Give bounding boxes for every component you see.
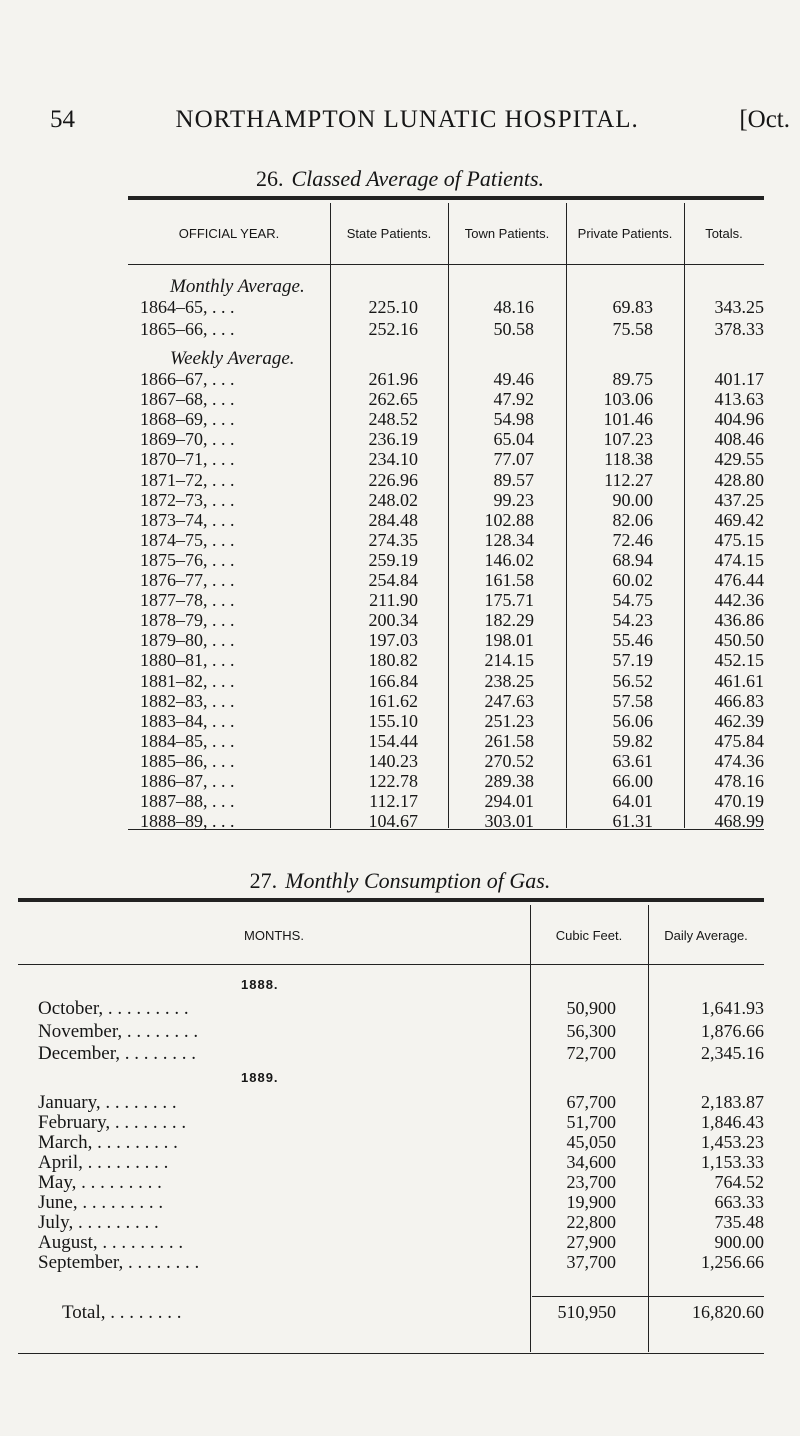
town-cell: 54.98 [493,409,534,430]
town-cell: 128.34 [484,529,534,550]
table-26-title: Classed Average of Patients. [291,166,545,191]
state-cell: 197.03 [368,630,418,651]
total-cell: 428.80 [714,469,764,490]
state-cell: 166.84 [368,670,418,691]
daily-average-cell: 2,183.87 [701,1092,764,1112]
cubic-feet-cell: 37,700 [566,1252,616,1272]
total-label: Total, . . . . . . . . [62,1302,182,1323]
town-cell: 214.15 [484,650,534,671]
private-cell: 54.23 [612,610,653,631]
table-26-col-state: State Patients. [346,226,432,241]
state-cell: 161.62 [368,690,418,711]
month-cell: September, . . . . . . . . [38,1252,200,1273]
year-cell: 1870–71, . . . [140,449,235,470]
private-cell: 82.06 [612,509,653,530]
total-cell: 474.15 [714,549,764,570]
private-cell: 107.23 [603,429,653,450]
year-cell: 1872–73, . . . [140,489,235,510]
year-cell: 1873–74, . . . [140,509,235,530]
year-cell: 1887–88, . . . [140,791,235,812]
total-cell: 474.36 [714,750,764,771]
total-cell: 442.36 [714,590,764,611]
table-27-col-daily-average: Daily Average. [664,928,748,943]
daily-average-cell: 1,876.66 [701,1020,764,1041]
month-cell: November, . . . . . . . . [38,1020,199,1042]
daily-average-cell: 663.33 [714,1192,764,1212]
state-cell: 284.48 [368,509,418,530]
year-cell: 1884–85, . . . [140,730,235,751]
private-cell: 112.27 [604,469,653,490]
month-cell: January, . . . . . . . . [38,1092,177,1113]
town-cell: 247.63 [484,690,534,711]
running-title: NORTHAMPTON LUNATIC HOSPITAL. [175,106,639,133]
private-cell: 59.82 [612,730,653,751]
state-cell: 248.02 [368,489,418,510]
year-cell: 1880–81, . . . [140,650,235,671]
total-cell: 462.39 [714,710,764,731]
month-cell: May, . . . . . . . . . [38,1172,162,1193]
private-cell: 60.02 [612,570,653,590]
state-cell: 155.10 [368,710,418,731]
state-cell: 261.96 [368,369,418,389]
cubic-feet-cell: 50,900 [566,998,616,1018]
section-weekly-average: Weekly Average. [170,348,295,369]
page-number: 54 [50,106,75,133]
state-cell: 154.44 [368,730,418,751]
month-cell: December, . . . . . . . . [38,1043,197,1064]
total-cell: 378.33 [714,319,764,339]
year-cell: 1868–69, . . . [140,409,235,430]
section-monthly-average: Monthly Average. [170,276,305,297]
state-cell: 234.10 [368,449,418,470]
private-cell: 56.06 [612,710,653,731]
table-26-col-totals: Totals. [705,226,743,241]
year-cell: 1864–65, . . . [140,297,235,317]
town-cell: 161.58 [484,570,534,590]
month-cell: October, . . . . . . . . . [38,998,189,1019]
table-27-caption [0,868,800,894]
private-cell: 66.00 [612,771,653,791]
year-cell: 1865–66, . . . [140,319,235,339]
year-cell: 1869–70, . . . [140,429,235,450]
year-cell: 1866–67, . . . [140,369,235,389]
town-cell: 77.07 [493,449,534,470]
cubic-feet-cell: 56,300 [566,1020,616,1041]
table-27-top-rule [18,898,764,902]
year-cell: 1882–83, . . . [140,690,235,711]
town-cell: 146.02 [484,549,534,570]
year-cell: 1874–75, . . . [140,529,235,550]
state-cell: 140.23 [368,750,418,771]
private-cell: 64.01 [612,791,653,812]
state-cell: 225.10 [368,297,418,317]
state-cell: 236.19 [368,429,418,450]
total-cubic-feet: 510,950 [557,1302,616,1322]
total-cell: 404.96 [714,409,764,430]
total-cell: 476.44 [714,570,764,590]
town-cell: 198.01 [484,630,534,651]
town-cell: 175.71 [484,590,534,611]
total-daily-average: 16,820.60 [692,1302,764,1322]
state-cell: 180.82 [368,650,418,671]
table-27-header-rule [18,964,764,965]
private-cell: 57.19 [612,650,653,671]
table-27-title: Monthly Consumption of Gas. [285,868,551,893]
daily-average-cell: 1,153.33 [701,1152,764,1172]
private-cell: 75.58 [612,319,653,339]
month-cell: July, . . . . . . . . . [38,1212,159,1233]
daily-average-cell: 1,846.43 [701,1112,764,1132]
daily-average-cell: 2,345.16 [701,1043,764,1063]
month-cell: June, . . . . . . . . . [38,1192,164,1213]
table-26-col-private: Private Patients. [577,226,673,241]
private-cell: 63.61 [612,750,653,771]
month-cell: August, . . . . . . . . . [38,1232,184,1253]
total-cell: 461.61 [714,670,764,691]
state-cell: 200.34 [368,610,418,631]
table-27-col-cubic-feet: Cubic Feet. [555,928,623,943]
month-cell: February, . . . . . . . . [38,1112,187,1133]
total-cell: 413.63 [714,389,764,410]
cubic-feet-cell: 34,600 [566,1152,616,1172]
private-cell: 54.75 [612,590,653,611]
private-cell: 55.46 [612,630,653,651]
total-cell: 436.86 [714,610,764,631]
total-cell: 475.15 [714,529,764,550]
town-cell: 89.57 [493,469,534,490]
total-cell: 452.15 [714,650,764,671]
daily-average-cell: 900.00 [714,1232,764,1252]
town-cell: 261.58 [484,730,534,751]
town-cell: 182.29 [484,610,534,631]
total-cell: 429.55 [714,449,764,470]
state-cell: 274.35 [368,529,418,550]
private-cell: 118.38 [604,449,653,470]
private-cell: 68.94 [612,549,653,570]
year-cell: 1888–89, . . . [140,811,235,832]
town-cell: 270.52 [484,750,534,771]
private-cell: 61.31 [612,811,653,832]
private-cell: 72.46 [612,529,653,550]
town-cell: 289.38 [484,771,534,791]
total-cell: 401.17 [714,369,764,389]
state-cell: 252.16 [368,319,418,339]
year-cell: 1883–84, . . . [140,710,235,731]
total-cell: 408.46 [714,429,764,450]
state-cell: 226.96 [368,469,418,490]
town-cell: 48.16 [493,297,534,317]
year-heading-1889: 1889. [241,1070,279,1085]
state-cell: 262.65 [368,389,418,410]
total-cell: 475.84 [714,730,764,751]
total-cell: 343.25 [714,297,764,317]
private-cell: 89.75 [612,369,653,389]
town-cell: 49.46 [493,369,534,389]
year-cell: 1879–80, . . . [140,630,235,651]
table-27-col-months: MONTHS. [244,928,304,943]
running-date: [Oct. [739,106,790,133]
town-cell: 50.58 [493,319,534,339]
year-cell: 1886–87, . . . [140,771,235,791]
year-cell: 1885–86, . . . [140,750,235,771]
total-cell: 437.25 [714,489,764,510]
year-cell: 1881–82, . . . [140,670,235,691]
private-cell: 101.46 [603,409,653,430]
cubic-feet-cell: 23,700 [566,1172,616,1192]
table-26-col-town: Town Patients. [464,226,550,241]
cubic-feet-cell: 19,900 [566,1192,616,1212]
town-cell: 65.04 [493,429,534,450]
town-cell: 238.25 [484,670,534,691]
state-cell: 259.19 [368,549,418,570]
table-26-top-rule [128,196,764,200]
page-header [50,106,790,134]
town-cell: 251.23 [484,710,534,731]
state-cell: 254.84 [368,570,418,590]
private-cell: 69.83 [612,297,653,317]
town-cell: 303.01 [484,811,534,832]
year-cell: 1876–77, . . . [140,570,235,590]
cubic-feet-cell: 45,050 [566,1132,616,1152]
state-cell: 104.67 [368,811,418,832]
state-cell: 248.52 [368,409,418,430]
table-27-number: 27. [249,868,278,893]
town-cell: 99.23 [493,489,534,510]
total-cell: 470.19 [714,791,764,812]
cubic-feet-cell: 22,800 [566,1212,616,1232]
table-26-col-year: OFFICIAL YEAR. [178,226,280,241]
town-cell: 47.92 [493,389,534,410]
year-cell: 1877–78, . . . [140,590,235,611]
cubic-feet-cell: 27,900 [566,1232,616,1252]
private-cell: 103.06 [603,389,653,410]
year-heading-1888: 1888. [241,977,279,992]
table-26-caption [0,166,800,192]
private-cell: 57.58 [612,690,653,711]
town-cell: 102.88 [484,509,534,530]
total-cell: 478.16 [714,771,764,791]
month-cell: April, . . . . . . . . . [38,1152,169,1173]
total-cell: 450.50 [714,630,764,651]
table-26-number: 26. [255,166,284,191]
daily-average-cell: 1,256.66 [701,1252,764,1272]
total-cell: 469.42 [714,509,764,530]
state-cell: 112.17 [369,791,418,812]
month-cell: March, . . . . . . . . . [38,1132,178,1153]
table-26-header-rule [128,264,764,265]
town-cell: 294.01 [484,791,534,812]
private-cell: 90.00 [612,489,653,510]
cubic-feet-cell: 67,700 [566,1092,616,1112]
total-cell: 466.83 [714,690,764,711]
daily-average-cell: 1,641.93 [701,998,764,1018]
state-cell: 211.90 [369,590,418,611]
year-cell: 1867–68, . . . [140,389,235,410]
daily-average-cell: 1,453.23 [701,1132,764,1152]
state-cell: 122.78 [368,771,418,791]
private-cell: 56.52 [612,670,653,691]
daily-average-cell: 735.48 [714,1212,764,1232]
total-cell: 468.99 [714,811,764,832]
year-cell: 1878–79, . . . [140,610,235,631]
daily-average-cell: 764.52 [714,1172,764,1192]
cubic-feet-cell: 51,700 [566,1112,616,1132]
year-cell: 1871–72, . . . [140,469,235,490]
cubic-feet-cell: 72,700 [566,1043,616,1063]
year-cell: 1875–76, . . . [140,549,235,570]
table-27-bottom-rule [18,1353,764,1354]
